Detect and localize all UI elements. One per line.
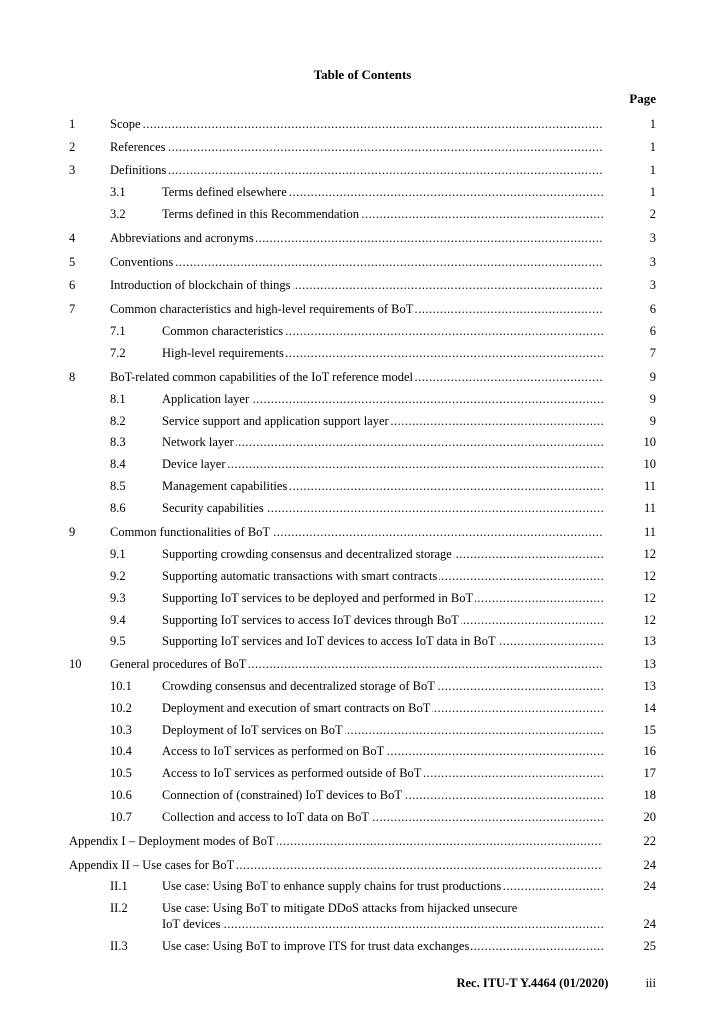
toc-entry-title: Crowding consensus and decentralized storage of BoT	[162, 679, 435, 693]
toc-entry[interactable]	[0, 162, 725, 178]
toc-entry-page: 9	[649, 392, 656, 406]
toc-entry-title: Common characteristics and high-level requirements of BoT	[110, 302, 414, 316]
toc-entry-page: 1	[649, 185, 656, 199]
toc-entry[interactable]	[0, 413, 725, 429]
toc-entry-number: 9.4	[110, 613, 126, 627]
toc-entry-page: 10	[643, 435, 656, 449]
toc-entry-number: 8.6	[110, 501, 126, 515]
page-number: iii	[645, 976, 656, 990]
toc-entry-title: Terms defined elsewhere	[162, 185, 287, 199]
recommendation-id: Rec. ITU-T Y.4464 (01/2020)	[456, 976, 609, 990]
toc-entry-page: 1	[649, 140, 656, 154]
toc-entry-page: 12	[643, 569, 656, 583]
toc-entry-page: 3	[649, 278, 656, 292]
toc-entry[interactable]	[0, 612, 725, 628]
toc-entry-number: 7.1	[110, 324, 126, 338]
toc-entry-page: 7	[649, 346, 656, 360]
toc-entry-number: 8.4	[110, 457, 126, 471]
toc-entry-page: 12	[643, 591, 656, 605]
toc-entry-number: 10.5	[110, 766, 132, 780]
toc-entry[interactable]	[0, 656, 725, 672]
toc-entry-title: Application layer	[162, 392, 250, 406]
toc-entry[interactable]	[0, 434, 725, 450]
toc-entry-number: 6	[69, 278, 76, 292]
toc-entry-title: General procedures of BoT	[110, 657, 247, 671]
toc-entry-page: 13	[643, 634, 656, 648]
toc-entry-title-line1: Use case: Using BoT to mitigate DDoS attacks from hijacked unsecure	[162, 901, 518, 915]
toc-entry[interactable]	[0, 700, 725, 716]
toc-entry-number: 5	[69, 255, 76, 269]
toc-entry-title: Supporting IoT services to be deployed and performed in BoT	[162, 591, 474, 605]
toc-entry-title: Supporting IoT services to access IoT devices through BoT	[162, 613, 459, 627]
toc-entry-number: 10	[69, 657, 82, 671]
toc-entry-title: Use case: Using BoT to improve ITS for trust data exchanges	[162, 939, 470, 953]
page-column-header: Page	[629, 91, 656, 106]
toc-entry-number: 8.1	[110, 392, 126, 406]
toc-entry-number: II.3	[110, 939, 128, 953]
toc-entry-title: Access to IoT services as performed on BoT	[162, 744, 385, 758]
toc-entry-page: 3	[649, 231, 656, 245]
toc-entry-page: 24	[643, 917, 656, 931]
toc-entry-page: 24	[643, 879, 656, 893]
toc-entry-title: Supporting automatic transactions with smart contracts	[162, 569, 438, 583]
toc-entry-page: 1	[649, 117, 656, 131]
toc-entry-page: 9	[649, 414, 656, 428]
toc-entry-title: Collection and access to IoT data on BoT	[162, 810, 370, 824]
toc-entry-title: Introduction of blockchain of things	[110, 278, 291, 292]
toc-entry-page: 11	[643, 479, 656, 493]
toc-entry-title: References	[110, 140, 166, 154]
toc-entry-title: Appendix II – Use cases for BoT	[69, 858, 235, 872]
toc-entry-page: 15	[643, 723, 656, 737]
toc-entry-title: Definitions	[110, 163, 167, 177]
toc-entry-number: 1	[69, 117, 76, 131]
toc-entry[interactable]	[0, 678, 725, 694]
toc-entry-page: 11	[643, 501, 656, 515]
toc-entry[interactable]	[0, 546, 725, 562]
toc-entry-page: 2	[649, 207, 656, 221]
toc-entry-title: Security capabilities	[162, 501, 264, 515]
toc-entry[interactable]	[0, 765, 725, 781]
toc-entry-title: IoT devices	[162, 917, 221, 931]
toc-entry-page: 6	[649, 324, 656, 338]
toc-entry-title: High-level requirements	[162, 346, 284, 360]
toc-entry-title: Abbreviations and acronyms	[110, 231, 254, 245]
toc-entry[interactable]	[0, 116, 725, 132]
page-title: Table of Contents	[313, 67, 412, 82]
toc-entry-number: 10.4	[110, 744, 132, 758]
toc-entry-page: 9	[649, 370, 656, 384]
toc-entry-title: Access to IoT services as performed outside of BoT	[162, 766, 422, 780]
toc-entry-number: 10.2	[110, 701, 132, 715]
toc-entry-title: Device layer	[162, 457, 226, 471]
toc-entry-number: 8	[69, 370, 76, 384]
toc-appendix-entry[interactable]	[0, 857, 725, 873]
toc-entry-title: Network layer	[162, 435, 234, 449]
toc-entry-title: Common characteristics	[162, 324, 284, 338]
toc-entry[interactable]	[0, 301, 725, 317]
toc-entry-number: 9.3	[110, 591, 126, 605]
toc-entry-title: Deployment of IoT services on BoT	[162, 723, 343, 737]
toc-entry-number: 3.1	[110, 185, 126, 199]
toc-entry-title: Scope	[110, 117, 141, 131]
toc-entry-number: 10.7	[110, 810, 132, 824]
toc-entry-number: 7	[69, 302, 76, 316]
toc-entry-title: BoT-related common capabilities of the IoT reference model	[110, 370, 414, 384]
toc-entry[interactable]	[0, 230, 725, 246]
toc-entry-page: 24	[643, 858, 656, 872]
toc-entry-number: 9.1	[110, 547, 126, 561]
toc-entry[interactable]	[0, 184, 725, 200]
toc-entry-page: 22	[643, 834, 656, 848]
toc-entry-multiline[interactable]	[0, 900, 725, 932]
toc-entry-number: 10.1	[110, 679, 132, 693]
page-footer	[456, 976, 656, 991]
toc-entry-number: 8.2	[110, 414, 126, 428]
toc-entry-page: 13	[643, 679, 656, 693]
toc-entry[interactable]	[0, 722, 725, 738]
toc-entry-number: II.2	[110, 901, 128, 915]
toc-entry-title: Management capabilities	[162, 479, 288, 493]
toc-entry-number: 8.3	[110, 435, 126, 449]
toc-entry[interactable]	[0, 277, 725, 293]
toc-entry-page: 13	[643, 657, 656, 671]
toc-entry-page: 18	[643, 788, 656, 802]
toc-entry[interactable]	[0, 391, 725, 407]
toc-entry[interactable]	[0, 206, 725, 222]
toc-entry-number: 10.6	[110, 788, 132, 802]
toc-entry-page: 20	[643, 810, 656, 824]
toc-entry-title: Supporting crowding consensus and decentralized storage	[162, 547, 452, 561]
toc-entry-title: Deployment and execution of smart contracts on BoT	[162, 701, 431, 715]
toc-entry-title: Service support and application support layer	[162, 414, 389, 428]
toc-appendix-entry[interactable]	[0, 833, 725, 849]
toc-entry-page: 1	[649, 163, 656, 177]
toc-entry-title: Conventions	[110, 255, 174, 269]
toc-entry[interactable]	[0, 500, 725, 516]
toc-entry-page: 10	[643, 457, 656, 471]
toc-entry-page: 17	[643, 766, 656, 780]
toc-entry[interactable]	[0, 938, 725, 954]
toc-entry-page: 11	[643, 525, 656, 539]
toc-entry-title: Connection of (constrained) IoT devices to BoT	[162, 788, 402, 802]
toc-entry[interactable]	[0, 524, 725, 540]
toc-entry-number: II.1	[110, 879, 128, 893]
toc-entry-number: 7.2	[110, 346, 126, 360]
toc-entry[interactable]	[0, 568, 725, 584]
toc-entry[interactable]	[0, 809, 725, 825]
toc-entry[interactable]	[0, 633, 725, 649]
toc-entry-title: Use case: Using BoT to enhance supply chains for trust productions	[162, 879, 502, 893]
toc-entry[interactable]	[0, 478, 725, 494]
toc-entry[interactable]	[0, 456, 725, 472]
toc-entry[interactable]	[0, 743, 725, 759]
toc-entry-number: 4	[69, 231, 76, 245]
toc-entry-title: Common functionalities of BoT	[110, 525, 271, 539]
toc-entry-title: Terms defined in this Recommendation	[162, 207, 359, 221]
toc-entry[interactable]	[0, 254, 725, 270]
toc-entry[interactable]	[0, 878, 725, 894]
toc-entry-number: 3.2	[110, 207, 126, 221]
toc-entry[interactable]	[0, 139, 725, 155]
toc-entry-number: 9.5	[110, 634, 126, 648]
toc-entry[interactable]	[0, 369, 725, 385]
toc-entry-number: 9	[69, 525, 76, 539]
toc-entry-number: 2	[69, 140, 76, 154]
toc-entry[interactable]	[0, 323, 725, 339]
toc-entry-page: 3	[649, 255, 656, 269]
toc-entry-page: 12	[643, 547, 656, 561]
toc-entry[interactable]	[0, 345, 725, 361]
toc-entry-title: Supporting IoT services and IoT devices to access IoT data in BoT	[162, 634, 496, 648]
toc-entry-page: 25	[643, 939, 656, 953]
toc-entry-title: Appendix I – Deployment modes of BoT	[69, 834, 275, 848]
toc-entry-page: 6	[649, 302, 656, 316]
toc-entry[interactable]	[0, 787, 725, 803]
toc-entry-page: 12	[643, 613, 656, 627]
toc-entry-number: 8.5	[110, 479, 126, 493]
toc-entry-page: 14	[643, 701, 656, 715]
toc-entry-page: 16	[643, 744, 656, 758]
toc-entry[interactable]	[0, 590, 725, 606]
toc-entry-number: 10.3	[110, 723, 132, 737]
toc-entry-number: 3	[69, 163, 76, 177]
toc-entry-number: 9.2	[110, 569, 126, 583]
